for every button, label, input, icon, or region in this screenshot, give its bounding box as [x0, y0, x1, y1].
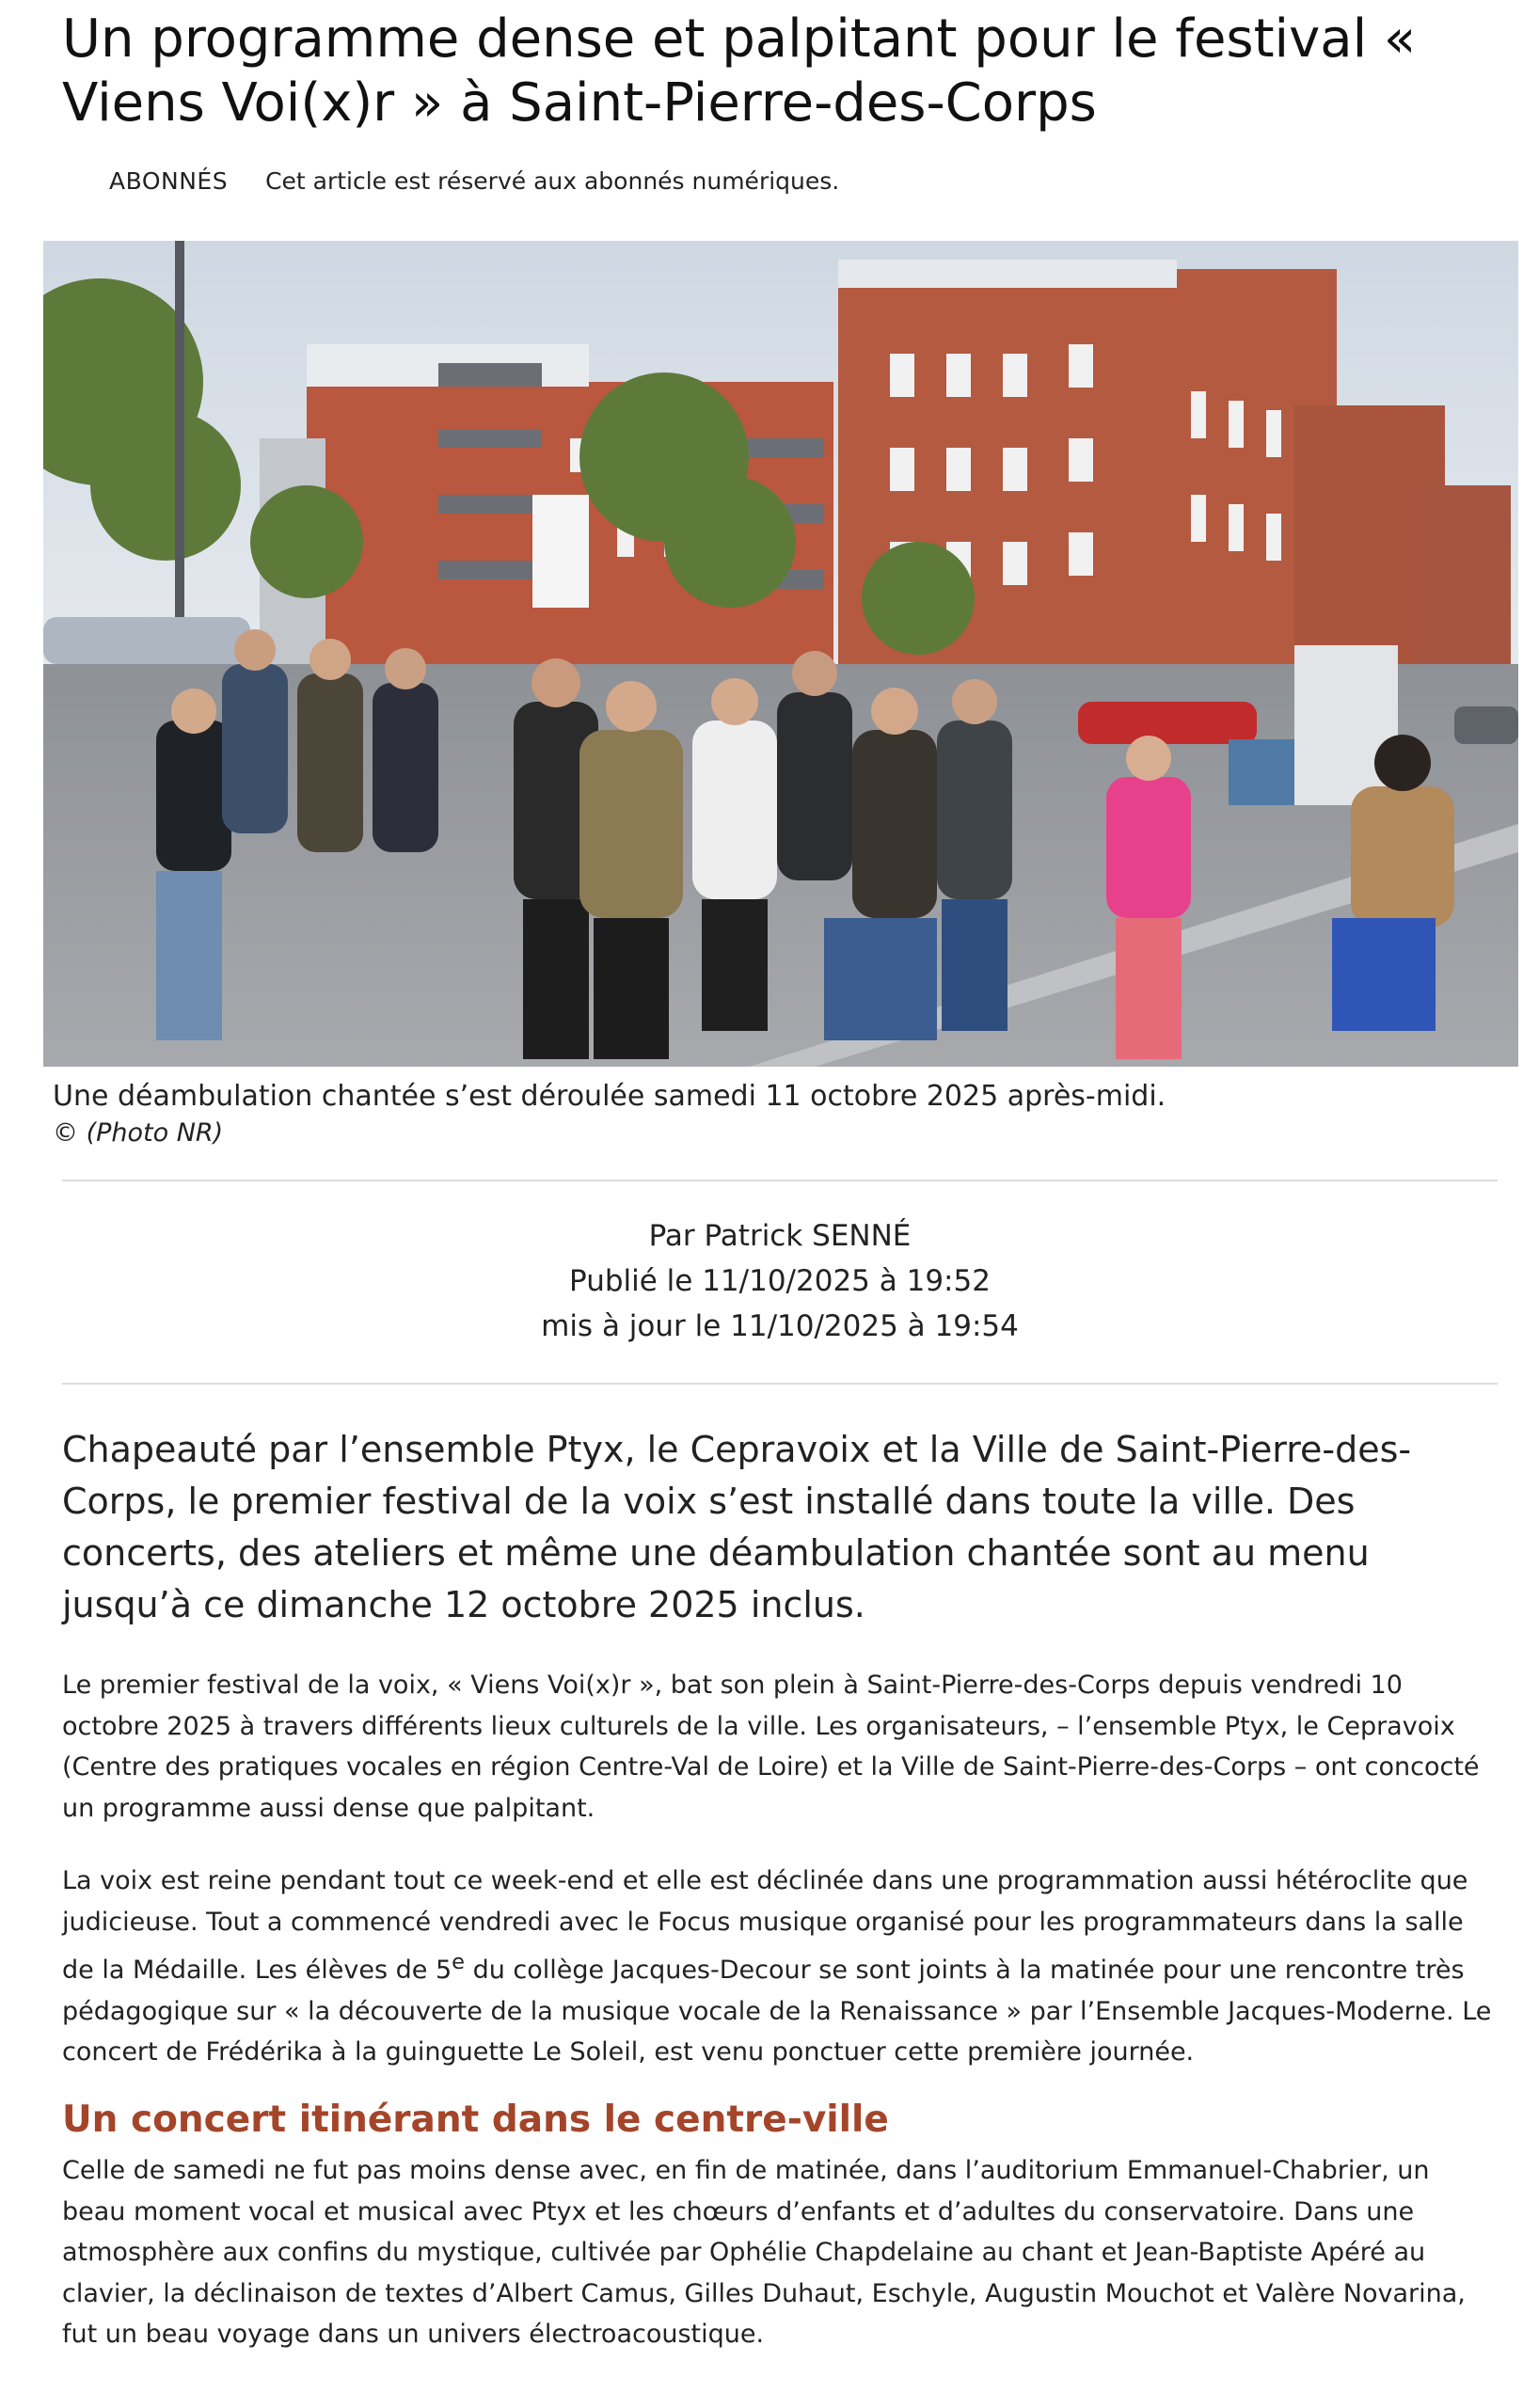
body-paragraph	[62, 1861, 1492, 2073]
ordinal-suffix: e	[452, 1950, 465, 1974]
article-lead: Chapeauté par l’ensemble Ptyx, le Cepravoix et la Ville de Saint-Pierre-des-Corps, le premier festival de la voix s’est installé dans toute la ville. Des concerts, des ateliers et même une déambulation chantée sont au menu jusqu’à ce dimanche 12 octobre 2025 inclus.	[62, 1429, 1412, 1625]
divider	[62, 1383, 1498, 1385]
photo-street-procession	[43, 241, 1518, 1067]
photo-credit: © (Photo NR)	[53, 1118, 224, 1148]
photo-caption: Une déambulation chantée s’est déroulée samedi 11 octobre 2025 après-midi.	[53, 1080, 1166, 1113]
paragraph-text: La voix est reine pendant tout ce week-end et elle est déclinée dans une programmation aussi hétéroclite que judicieuse. Tout a commencé vendredi avec le Focus musique organisé pour les programmateurs dans la salle de la Médaille. Les élèves de 5	[62, 1866, 1468, 1985]
published-date: Publié le 11/10/2025 à 19:52	[569, 1264, 991, 1298]
author: Par Patrick SENNÉ	[648, 1219, 912, 1253]
subscriber-badge: ABONNÉS	[109, 166, 229, 195]
body-paragraph: Le premier festival de la voix, « Viens Voi(x)r », bat son plein à Saint-Pierre-des-Corps depuis vendredi 10 octobre 2025 à travers différents lieux culturels de la ville. Les organisateurs, – l’ensemble Ptyx, le Cepravoix (Centre des pratiques vocales en région Centre-Val de Loire) et la Ville de Saint-Pierre-des-Corps – ont concocté un programme aussi dense que palpitant.	[62, 1671, 1480, 1823]
article-title: Un programme dense et palpitant pour le festival « Viens Voi(x)r » à Saint-Pierre-des-Corps	[62, 8, 1417, 134]
byline	[62, 1213, 1498, 1349]
paragraph-text: du collège Jacques-Decour se sont joints à la matinée pour une rencontre très pédagogique sur « la découverte de la musique vocale de la Renaissance » par l’Ensemble Jacques-Moderne. Le concert de Frédérika à la guinguette Le Soleil, est venu ponctuer cette première journée.	[62, 1956, 1492, 2067]
article-photo	[43, 241, 1518, 1067]
section-subheading: Un concert itinérant dans le centre-ville	[62, 2099, 889, 2141]
subscriber-note: Cet article est réservé aux abonnés numériques.	[265, 166, 840, 195]
body-paragraph: Celle de samedi ne fut pas moins dense avec, en fin de matinée, dans l’auditorium Emmanuel-Chabrier, un beau moment vocal et musical avec Ptyx et les chœurs d’enfants et d’adultes du conservatoire. Dans une atmosphère aux confins du mystique, cultivée par Ophélie Chapdelaine au chant et Jean-Baptiste Apéré au clavier, la déclinaison de textes d’Albert Camus, Gilles Duhaut, Eschyle, Augustin Mouchot et Valère Novarina, fut un beau voyage dans un univers électroacoustique.	[62, 2156, 1466, 2349]
subscriber-notice	[109, 162, 839, 199]
updated-date: mis à jour le 11/10/2025 à 19:54	[541, 1309, 1019, 1343]
divider	[62, 1180, 1498, 1181]
